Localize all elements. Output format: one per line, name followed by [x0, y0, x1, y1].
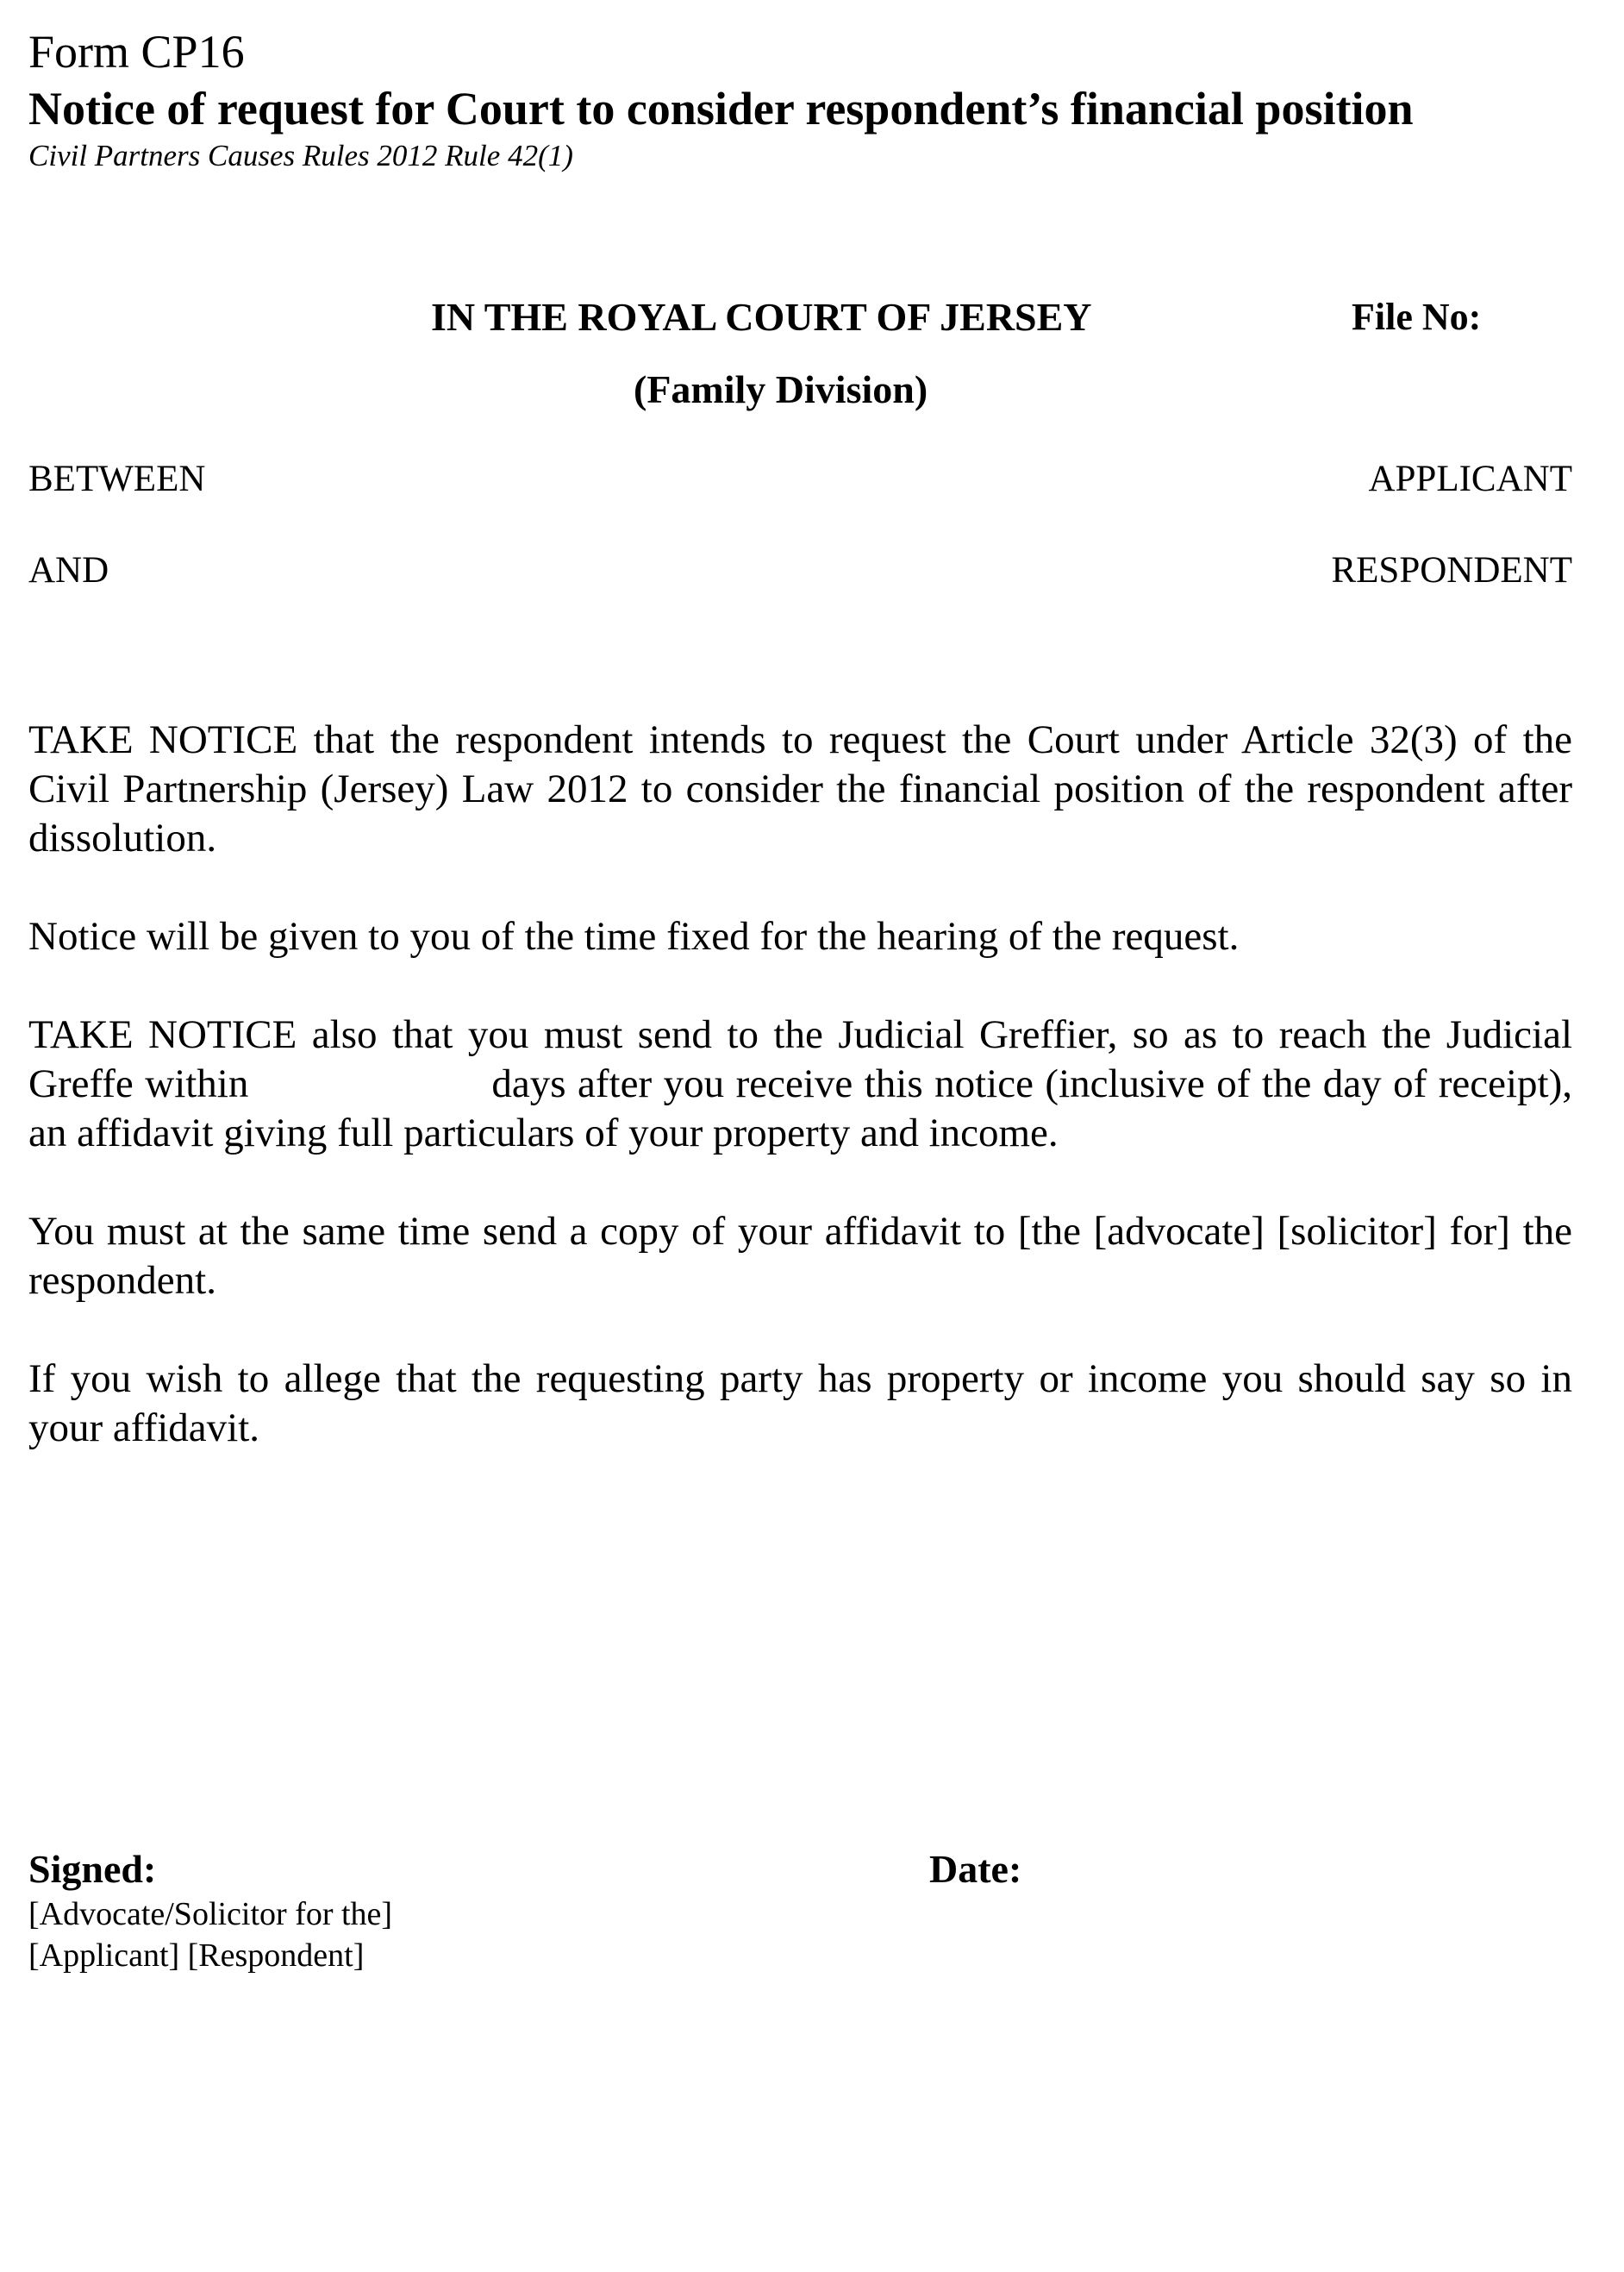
notice-paragraph-3	[28, 1011, 1572, 1158]
between-label: BETWEEN	[28, 459, 206, 499]
file-no-label: File No:	[1352, 296, 1482, 338]
paragraph-3-start: TAKE NOTICE also that you must send to the Judicial Greffier, so as to reach the Judicial Greffe within	[28, 1012, 1572, 1106]
signatory-role-line-1: [Advocate/Solicitor for the]	[28, 1896, 393, 1932]
court-name: IN THE ROYAL COURT OF JERSEY	[431, 295, 1092, 339]
notice-paragraph-1: TAKE NOTICE that the respondent intends to request the Court under Article 32(3) of the Civil Partnership (Jersey) Law 2012 to consider the financial position of the respondent after dissolution.	[28, 717, 1572, 861]
notice-paragraph-4: You must at the same time send a copy of your affidavit to [the [advocate] [solicitor] for] the respondent.	[28, 1209, 1572, 1303]
form-rule-reference: Civil Partners Causes Rules 2012 Rule 42(1)	[28, 139, 573, 172]
paragraph-3-end: days after you receive this notice (inclusive of the day of receipt), an affidavit giving full particulars of your property and income.	[28, 1061, 1573, 1155]
date-label: Date:	[929, 1847, 1022, 1891]
form-id: Form CP16	[28, 26, 245, 78]
notice-paragraph-2: Notice will be given to you of the time fixed for the hearing of the request.	[28, 914, 1240, 959]
applicant-label: APPLICANT	[1368, 459, 1572, 499]
court-division: (Family Division)	[634, 367, 928, 411]
form-title: Notice of request for Court to consider respondent’s financial position	[28, 83, 1414, 135]
respondent-label: RESPONDENT	[1331, 550, 1572, 591]
signed-label: Signed:	[28, 1847, 157, 1891]
notice-paragraph-5: If you wish to allege that the requesting party has property or income you should say so in your affidavit.	[28, 1356, 1572, 1450]
and-label: AND	[28, 550, 109, 591]
signatory-role-line-2: [Applicant] [Respondent]	[28, 1937, 365, 1974]
